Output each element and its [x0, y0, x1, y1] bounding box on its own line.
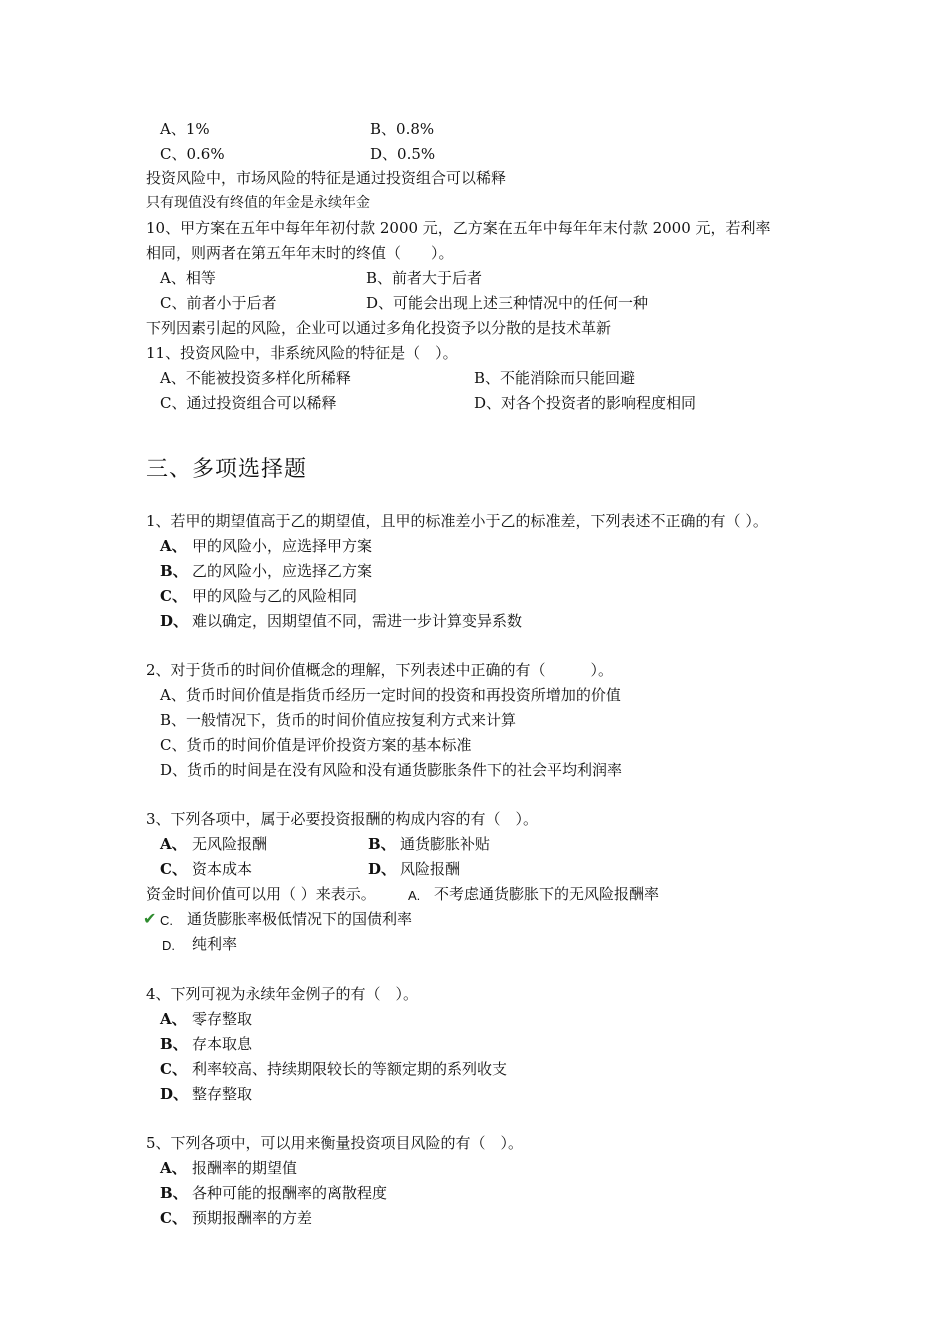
option-label: B、 [160, 1035, 188, 1053]
option-d: D、可能会出现上述三种情况中的任何一种 [366, 294, 649, 312]
option-label: A. [408, 888, 421, 903]
option-a: 甲的风险小，应选择甲方案 [192, 537, 373, 555]
option-label: C、 [160, 1209, 187, 1227]
option-a: A、不能被投资多样化所稀释 [160, 369, 351, 387]
note-line: 投资风险中，市场风险的特征是通过投资组合可以稀释 [146, 169, 507, 187]
question-5-stem: 5、下列各项中，可以用来衡量投资项目风险的有（ ）。 [146, 1134, 524, 1152]
note-line: 只有现值没有终值的年金是永续年金 [146, 195, 370, 211]
option-c: C、货币的时间价值是评价投资方案的基本标准 [160, 736, 472, 754]
question-3-stem: 3、下列各项中，属于必要投资报酬的构成内容的有（ ）。 [146, 810, 539, 828]
option-d: D、货币的时间是在没有风险和没有通货膨胀条件下的社会平均利润率 [160, 761, 623, 779]
option-d: D、对各个投资者的影响程度相同 [474, 394, 697, 412]
option-b: B、一般情况下，货币的时间价值应按复利方式来计算 [160, 711, 517, 729]
option-d: 风险报酬 [400, 860, 461, 878]
question-10-stem-cont: 相同，则两者在第五年年末时的终值（ ）。 [146, 244, 454, 262]
option-label: C、 [160, 860, 187, 878]
option-b: 乙的风险小，应选择乙方案 [192, 562, 373, 580]
option-label: D、 [160, 612, 189, 630]
question-10-stem: 10、甲方案在五年中每年年初付款 2000 元，乙方案在五年中每年年末付款 2000 元，若利率 [146, 219, 771, 237]
extra-question-stem: 资金时间价值可以用（ ）来表示。 [146, 885, 376, 903]
option-label: C、 [160, 1060, 187, 1078]
option-c: 资本成本 [192, 860, 253, 878]
option-label: A、 [160, 1159, 187, 1177]
option-d: 纯利率 [192, 935, 238, 953]
option-label: C. [160, 913, 173, 928]
option-a: 不考虑通货膨胀下的无风险报酬率 [434, 885, 660, 903]
option-label: B、 [160, 562, 188, 580]
option-a: 报酬率的期望值 [192, 1159, 298, 1177]
option-a: 零存整取 [192, 1010, 253, 1028]
section-title: 三、多项选择题 [146, 457, 308, 482]
option-label: D. [162, 938, 175, 953]
option-label: A、 [160, 835, 187, 853]
question-2-stem: 2、对于货币的时间价值概念的理解，下列表述中正确的有（ ）。 [146, 661, 614, 679]
option-a: A、1% [160, 120, 210, 138]
option-d: 难以确定，因期望值不同，需进一步计算变异系数 [192, 612, 523, 630]
option-b: B、前者大于后者 [366, 269, 483, 287]
option-a: 无风险报酬 [192, 835, 268, 853]
option-b: 通货膨胀补贴 [400, 835, 491, 853]
option-label: D、 [368, 860, 397, 878]
option-label: A、 [160, 1010, 187, 1028]
option-d: 整存整取 [192, 1085, 253, 1103]
option-c: C、前者小于后者 [160, 294, 277, 312]
option-b: 存本取息 [192, 1035, 253, 1053]
option-b: B、不能消除而只能回避 [474, 369, 636, 387]
option-c: 利率较高、持续期限较长的等额定期的系列收支 [192, 1060, 508, 1078]
question-1-stem: 1、若甲的期望值高于乙的期望值，且甲的标准差小于乙的标准差，下列表述不正确的有（ ）。 [146, 512, 768, 530]
option-d: D、0.5% [370, 145, 436, 163]
option-a: A、货币时间价值是指货币经历一定时间的投资和再投资所增加的价值 [160, 686, 621, 704]
question-4-stem: 4、下列可视为永续年金例子的有（ ）。 [146, 985, 419, 1003]
question-11-stem: 11、投资风险中，非系统风险的特征是（ ）。 [146, 344, 458, 362]
option-b: B、0.8% [370, 120, 435, 138]
option-c: 预期报酬率的方差 [192, 1209, 313, 1227]
option-a: A、相等 [160, 269, 216, 287]
checkmark-icon: ✔ [143, 909, 157, 928]
option-label: B、 [368, 835, 396, 853]
option-label: B、 [160, 1184, 188, 1202]
option-c: C、0.6% [160, 145, 225, 163]
note-line: 下列因素引起的风险，企业可以通过多角化投资予以分散的是技术革新 [146, 319, 612, 337]
option-label: D、 [160, 1085, 189, 1103]
option-label: C、 [160, 587, 187, 605]
option-label: A、 [160, 537, 187, 555]
option-c: C、通过投资组合可以稀释 [160, 394, 337, 412]
option-c: 甲的风险与乙的风险相同 [192, 587, 358, 605]
option-b: 各种可能的报酬率的离散程度 [192, 1184, 388, 1202]
option-c: 通货膨胀率极低情况下的国债利率 [187, 910, 413, 928]
